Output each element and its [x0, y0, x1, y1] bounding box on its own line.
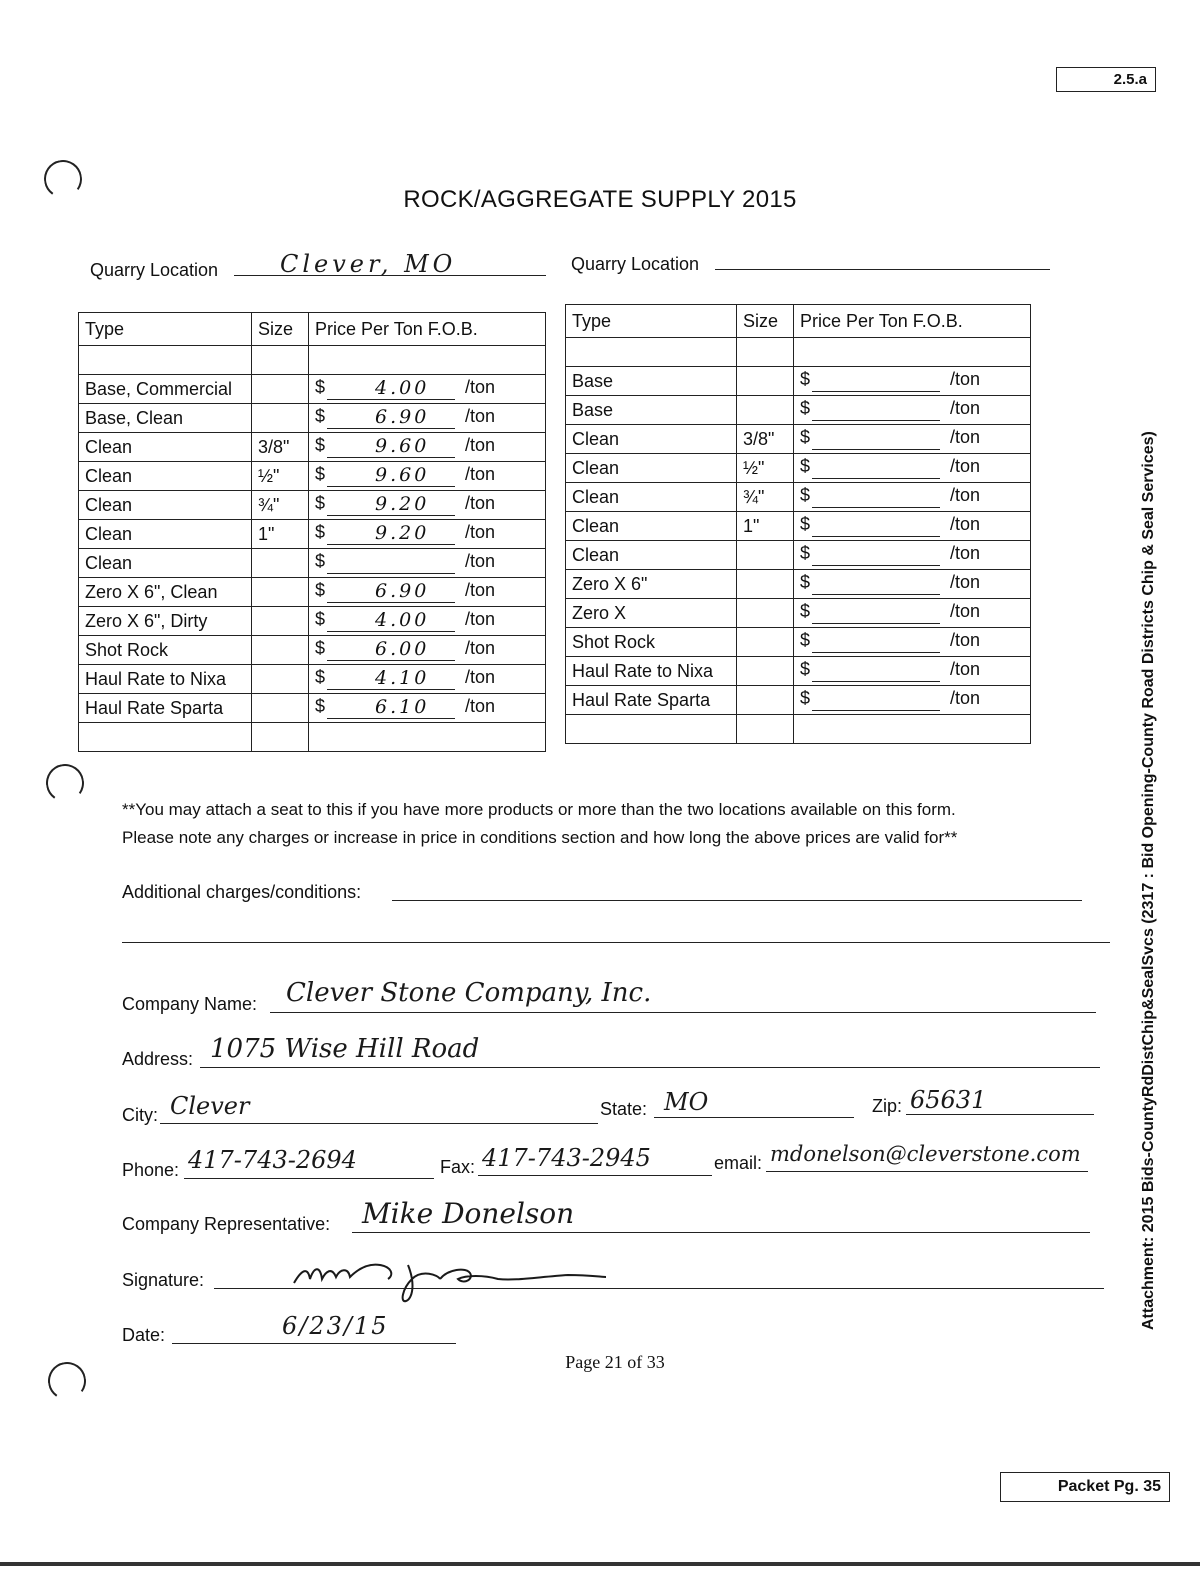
size-cell — [252, 404, 309, 433]
type-cell: Clean — [79, 549, 252, 578]
type-cell: Base, Commercial — [79, 375, 252, 404]
additional-charges-label: Additional charges/conditions: — [122, 882, 362, 902]
price-underline — [812, 652, 940, 653]
price-cell — [794, 483, 1031, 512]
email-label: email: — [714, 1153, 763, 1173]
price-underline — [812, 594, 940, 595]
table-row — [566, 657, 1031, 686]
per-ton-unit: /ton — [464, 666, 495, 687]
instructions-note — [122, 796, 1122, 852]
table-row — [79, 491, 546, 520]
empty-cell — [252, 723, 309, 752]
price-cell — [309, 636, 546, 665]
table-row — [79, 549, 546, 578]
dollar-sign: $ — [800, 368, 811, 389]
size-cell — [737, 599, 794, 628]
date-label: Date: — [122, 1325, 166, 1345]
price-field — [800, 514, 980, 534]
price-underline — [812, 623, 940, 624]
price-value: 9.60 — [375, 463, 430, 486]
col-header-price: Price Per Ton F.O.B. — [794, 305, 1031, 338]
price-underline — [327, 689, 455, 690]
empty-cell — [794, 338, 1031, 367]
price-field — [315, 406, 495, 426]
price-cell — [794, 686, 1031, 715]
price-field — [315, 667, 495, 687]
quarry-location-label-left: Quarry Location — [90, 260, 219, 280]
table-row — [79, 665, 546, 694]
attachment-badge: 2.5.a — [1056, 67, 1156, 92]
price-value: 6.00 — [375, 637, 430, 660]
per-ton-unit: /ton — [949, 484, 980, 505]
phone-value: 417-743-2694 — [188, 1146, 357, 1174]
type-cell: Haul Rate to Nixa — [566, 657, 737, 686]
price-cell — [309, 665, 546, 694]
dollar-sign: $ — [315, 550, 326, 571]
table-row — [566, 599, 1031, 628]
price-underline — [812, 391, 940, 392]
price-cell — [794, 367, 1031, 396]
dollar-sign: $ — [315, 666, 326, 687]
dollar-sign: $ — [800, 600, 811, 621]
price-underline — [327, 399, 455, 400]
date-line — [172, 1343, 456, 1344]
zip-value: 65631 — [910, 1086, 987, 1114]
type-cell: Clean — [79, 433, 252, 462]
city-value: Clever — [170, 1092, 250, 1120]
company-name-value: Clever Stone Company, Inc. — [286, 978, 652, 1008]
company-representative-label: Company Representative: — [122, 1214, 331, 1234]
empty-cell — [309, 346, 546, 375]
company-name-label: Company Name: — [122, 994, 258, 1014]
size-cell — [252, 375, 309, 404]
type-cell: Clean — [566, 512, 737, 541]
table-row — [79, 404, 546, 433]
note-line-2: Please note any charges or increase in price in conditions section and how long the above prices are valid for** — [122, 828, 958, 847]
price-cell — [309, 549, 546, 578]
price-value: 4.00 — [375, 376, 430, 399]
zip-line — [906, 1114, 1094, 1115]
price-field — [315, 696, 495, 716]
dollar-sign: $ — [800, 542, 811, 563]
email-line — [766, 1171, 1088, 1172]
type-cell: Clean — [566, 454, 737, 483]
size-cell — [252, 607, 309, 636]
quarry-location-line-right — [715, 269, 1050, 270]
size-cell — [737, 657, 794, 686]
additional-charges-line-1 — [392, 900, 1082, 901]
page-number: Page 21 of 33 — [565, 1352, 665, 1372]
price-cell — [794, 599, 1031, 628]
dollar-sign: $ — [800, 513, 811, 534]
type-cell: Clean — [566, 541, 737, 570]
dollar-sign: $ — [315, 695, 326, 716]
phone-label: Phone: — [122, 1160, 180, 1180]
price-value: 4.10 — [375, 666, 430, 689]
size-cell — [737, 628, 794, 657]
price-underline — [812, 420, 940, 421]
per-ton-unit: /ton — [949, 368, 980, 389]
price-value: 6.90 — [375, 579, 430, 602]
table-row — [566, 512, 1031, 541]
col-header-size: Size — [252, 313, 309, 346]
type-cell: Clean — [566, 425, 737, 454]
size-cell: ¾" — [252, 491, 309, 520]
type-cell: Base — [566, 396, 737, 425]
phone-line — [184, 1178, 434, 1179]
signature-scribble — [288, 1245, 618, 1305]
table-row — [79, 375, 546, 404]
per-ton-unit: /ton — [949, 397, 980, 418]
table-row — [566, 541, 1031, 570]
email-value: mdonelson@cleverstone.com — [770, 1142, 1081, 1166]
table-row — [566, 367, 1031, 396]
price-underline — [327, 515, 455, 516]
price-value: 6.90 — [375, 405, 430, 428]
price-cell — [309, 462, 546, 491]
type-cell: Zero X 6", Dirty — [79, 607, 252, 636]
company-representative-value: Mike Donelson — [362, 1197, 575, 1230]
quarry-location-label-right: Quarry Location — [571, 254, 700, 274]
city-label: City: — [122, 1105, 158, 1125]
price-field — [800, 601, 980, 621]
empty-cell — [79, 723, 252, 752]
price-field — [315, 638, 495, 658]
table-row — [79, 578, 546, 607]
per-ton-unit: /ton — [464, 637, 495, 658]
price-underline — [327, 457, 455, 458]
empty-cell — [79, 346, 252, 375]
empty-cell — [566, 715, 737, 744]
per-ton-unit: /ton — [464, 608, 495, 629]
dollar-sign: $ — [315, 405, 326, 426]
per-ton-unit: /ton — [464, 695, 495, 716]
table-spacer-row — [566, 338, 1031, 367]
price-cell — [309, 404, 546, 433]
per-ton-unit: /ton — [464, 521, 495, 542]
price-cell — [309, 520, 546, 549]
type-cell: Clean — [79, 491, 252, 520]
price-field — [800, 427, 980, 447]
price-underline — [327, 544, 455, 545]
side-attachment-text: Attachment: 2015 Bids-CountyRdDistChip&SealSvcs (2317 : Bid Opening-County Road Districts Chip & Seal Services) — [1140, 431, 1157, 1330]
size-cell: 1" — [252, 520, 309, 549]
price-underline — [327, 486, 455, 487]
fax-label: Fax: — [440, 1157, 476, 1177]
price-field — [800, 369, 980, 389]
col-header-size: Size — [737, 305, 794, 338]
price-underline — [327, 631, 455, 632]
price-table-right — [565, 304, 1031, 744]
table-row — [79, 520, 546, 549]
price-value: 4.00 — [375, 608, 430, 631]
per-ton-unit: /ton — [464, 579, 495, 600]
additional-charges-line-2 — [122, 942, 1110, 943]
price-cell — [309, 694, 546, 723]
table-row — [566, 454, 1031, 483]
address-line — [200, 1067, 1100, 1068]
signature-label: Signature: — [122, 1270, 205, 1290]
table-spacer-row — [566, 715, 1031, 744]
per-ton-unit: /ton — [464, 405, 495, 426]
price-field — [800, 572, 980, 592]
price-field — [800, 543, 980, 563]
empty-cell — [566, 338, 737, 367]
price-cell — [794, 541, 1031, 570]
type-cell: Haul Rate Sparta — [566, 686, 737, 715]
price-field — [315, 435, 495, 455]
table-row — [566, 628, 1031, 657]
price-underline — [812, 681, 940, 682]
price-cell — [794, 425, 1031, 454]
price-underline — [327, 660, 455, 661]
price-underline — [327, 602, 455, 603]
per-ton-unit: /ton — [949, 513, 980, 534]
table-row — [79, 636, 546, 665]
type-cell: Haul Rate Sparta — [79, 694, 252, 723]
size-cell — [737, 396, 794, 425]
size-cell: 1" — [737, 512, 794, 541]
empty-cell — [737, 715, 794, 744]
price-cell — [309, 491, 546, 520]
size-cell — [737, 541, 794, 570]
type-cell: Zero X — [566, 599, 737, 628]
dollar-sign: $ — [315, 608, 326, 629]
price-field — [800, 398, 980, 418]
dollar-sign: $ — [800, 426, 811, 447]
size-cell — [252, 665, 309, 694]
size-cell — [252, 549, 309, 578]
dollar-sign: $ — [315, 463, 326, 484]
size-cell — [252, 578, 309, 607]
empty-cell — [737, 338, 794, 367]
size-cell — [737, 367, 794, 396]
table-row — [79, 607, 546, 636]
table-row — [79, 462, 546, 491]
per-ton-unit: /ton — [949, 658, 980, 679]
price-field — [800, 688, 980, 708]
address-label: Address: — [122, 1049, 194, 1069]
type-cell: Zero X 6" — [566, 570, 737, 599]
state-label: State: — [600, 1099, 648, 1119]
table-row — [566, 686, 1031, 715]
price-field — [315, 551, 495, 571]
per-ton-unit: /ton — [464, 492, 495, 513]
size-cell: 3/8" — [252, 433, 309, 462]
type-cell: Shot Rock — [566, 628, 737, 657]
price-value: 6.10 — [375, 695, 430, 718]
size-cell — [252, 694, 309, 723]
dollar-sign: $ — [800, 484, 811, 505]
price-cell — [794, 570, 1031, 599]
punch-hole-middle — [43, 761, 87, 805]
per-ton-unit: /ton — [949, 571, 980, 592]
price-underline — [812, 507, 940, 508]
dollar-sign: $ — [315, 579, 326, 600]
price-value: 9.20 — [375, 492, 430, 515]
price-underline — [327, 428, 455, 429]
type-cell: Clean — [79, 520, 252, 549]
price-cell — [794, 628, 1031, 657]
price-field — [800, 485, 980, 505]
dollar-sign: $ — [315, 376, 326, 397]
price-table-left — [78, 312, 546, 752]
dollar-sign: $ — [800, 455, 811, 476]
price-field — [800, 456, 980, 476]
fax-line — [478, 1175, 712, 1176]
per-ton-unit: /ton — [464, 376, 495, 397]
city-line — [160, 1123, 598, 1124]
type-cell: Clean — [566, 483, 737, 512]
type-cell: Base — [566, 367, 737, 396]
type-cell: Zero X 6", Clean — [79, 578, 252, 607]
size-cell — [737, 686, 794, 715]
table-row — [566, 396, 1031, 425]
price-underline — [327, 573, 455, 574]
per-ton-unit: /ton — [949, 455, 980, 476]
price-underline — [327, 718, 455, 719]
col-header-price: Price Per Ton F.O.B. — [309, 313, 546, 346]
dollar-sign: $ — [800, 629, 811, 650]
price-underline — [812, 536, 940, 537]
price-value: 9.20 — [375, 521, 430, 544]
price-field — [315, 580, 495, 600]
dollar-sign: $ — [800, 397, 811, 418]
size-cell — [737, 570, 794, 599]
price-field — [315, 464, 495, 484]
empty-cell — [309, 723, 546, 752]
type-cell: Base, Clean — [79, 404, 252, 433]
per-ton-unit: /ton — [949, 600, 980, 621]
packet-page-badge: Packet Pg. 35 — [1000, 1472, 1170, 1502]
fax-value: 417-743-2945 — [482, 1144, 651, 1172]
price-cell — [794, 512, 1031, 541]
dollar-sign: $ — [315, 434, 326, 455]
price-field — [315, 493, 495, 513]
price-field — [800, 659, 980, 679]
type-cell: Shot Rock — [79, 636, 252, 665]
table-row — [566, 483, 1031, 512]
form-title: ROCK/AGGREGATE SUPPLY 2015 — [403, 186, 797, 213]
price-underline — [812, 565, 940, 566]
per-ton-unit: /ton — [464, 550, 495, 571]
company-representative-line — [352, 1232, 1090, 1233]
price-field — [315, 377, 495, 397]
price-cell — [309, 433, 546, 462]
per-ton-unit: /ton — [464, 463, 495, 484]
price-cell — [309, 375, 546, 404]
table-spacer-row — [79, 346, 546, 375]
price-cell — [794, 396, 1031, 425]
state-line — [654, 1117, 854, 1118]
size-cell: ¾" — [737, 483, 794, 512]
size-cell: ½" — [737, 454, 794, 483]
date-value: 6/23/15 — [282, 1312, 389, 1340]
state-value: MO — [664, 1088, 709, 1116]
price-cell — [794, 657, 1031, 686]
company-name-line — [270, 1012, 1096, 1013]
price-value: 9.60 — [375, 434, 430, 457]
price-cell — [309, 578, 546, 607]
empty-cell — [252, 346, 309, 375]
dollar-sign: $ — [315, 637, 326, 658]
table-row — [79, 694, 546, 723]
price-field — [315, 609, 495, 629]
type-cell: Haul Rate to Nixa — [79, 665, 252, 694]
dollar-sign: $ — [800, 687, 811, 708]
table-row — [79, 433, 546, 462]
table-row — [566, 570, 1031, 599]
per-ton-unit: /ton — [949, 687, 980, 708]
per-ton-unit: /ton — [949, 426, 980, 447]
table-row — [566, 425, 1031, 454]
type-cell: Clean — [79, 462, 252, 491]
price-field — [315, 522, 495, 542]
size-cell: ½" — [252, 462, 309, 491]
price-underline — [812, 710, 940, 711]
dollar-sign: $ — [315, 492, 326, 513]
price-cell — [794, 454, 1031, 483]
quarry-location-value-left: Clever, MO — [280, 250, 457, 278]
empty-cell — [794, 715, 1031, 744]
size-cell — [252, 636, 309, 665]
dollar-sign: $ — [315, 521, 326, 542]
scan-edge — [0, 1562, 1200, 1566]
zip-label: Zip: — [872, 1096, 903, 1116]
per-ton-unit: /ton — [464, 434, 495, 455]
col-header-type: Type — [79, 313, 252, 346]
table-spacer-row — [79, 723, 546, 752]
price-underline — [812, 478, 940, 479]
dollar-sign: $ — [800, 571, 811, 592]
size-cell: 3/8" — [737, 425, 794, 454]
price-field — [800, 630, 980, 650]
price-underline — [812, 449, 940, 450]
price-cell — [309, 607, 546, 636]
note-line-1: **You may attach a seat to this if you have more products or more than the two locations available on this form. — [122, 800, 956, 819]
per-ton-unit: /ton — [949, 629, 980, 650]
col-header-type: Type — [566, 305, 737, 338]
address-value: 1075 Wise Hill Road — [210, 1034, 480, 1064]
per-ton-unit: /ton — [949, 542, 980, 563]
dollar-sign: $ — [800, 658, 811, 679]
